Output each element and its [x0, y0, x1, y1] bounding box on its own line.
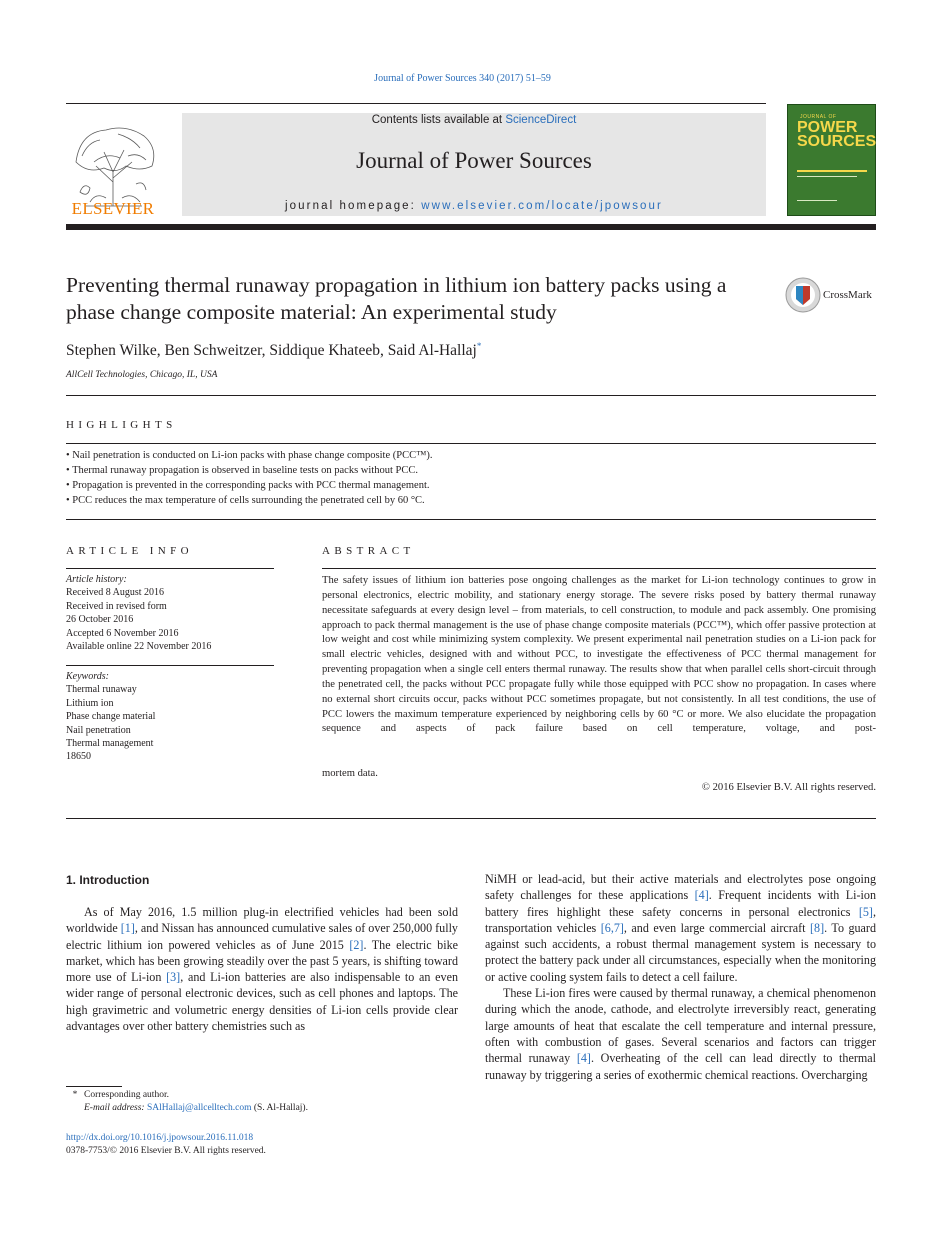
citation-link[interactable]: [5]: [858, 904, 873, 919]
crossmark-icon[interactable]: [785, 277, 821, 313]
contents-prefix: Contents lists available at: [371, 114, 506, 126]
sciencedirect-link[interactable]: ScienceDirect: [505, 114, 577, 126]
paragraph-text: , transportation vehicles: [485, 904, 876, 935]
issn-copyright: 0378-7753/© 2016 Elsevier B.V. All rights reserved.: [66, 1146, 266, 1156]
keyword: Thermal runaway: [66, 684, 137, 696]
citation-link[interactable]: [1]: [120, 921, 135, 936]
footnote: [66, 1089, 308, 1115]
intro-right-column: [485, 871, 876, 1083]
abstract-heading: ABSTRACT: [322, 545, 415, 557]
doi-link[interactable]: http://dx.doi.org/10.1016/j.jpowsour.2016.11.018: [66, 1133, 254, 1143]
highlights-list: [66, 448, 876, 508]
article-info-heading: ARTICLE INFO: [66, 545, 193, 557]
homepage-link[interactable]: www.elsevier.com/locate/jpowsour: [421, 200, 663, 212]
divider: [66, 818, 876, 819]
journal-title: Journal of Power Sources: [356, 148, 592, 173]
email-note: [66, 1102, 308, 1115]
abstract-copyright: © 2016 Elsevier B.V. All rights reserved.: [701, 782, 876, 793]
journal-citation-link[interactable]: Journal of Power Sources 340 (2017) 51–59: [374, 73, 551, 84]
footnote-rule: [66, 1086, 122, 1087]
paragraph-text: NiMH or lead-acid, but their active materials and electrolytes pose ongoing safety challenges for these applications: [485, 872, 876, 903]
keywords-label: Keywords:: [66, 671, 109, 682]
divider: [66, 443, 876, 444]
citation-link[interactable]: [8]: [810, 920, 825, 935]
intro-left-column: [66, 904, 458, 1034]
journal-homepage: [182, 200, 766, 212]
paragraph-text: , and Nissan has announced cumulative sales of over 250,000 fully electric lithium ion powered vehicles as of June 2015: [66, 921, 458, 952]
corresponding-text: Corresponding author.: [84, 1090, 169, 1100]
cover-line-1: JOURNAL OF: [800, 114, 837, 120]
highlight-item: • Propagation is prevented in the corresponding packs with PCC thermal management.: [66, 480, 430, 491]
divider: [322, 568, 876, 569]
paragraph-text: . Frequent incidents with Li-ion battery fires highlight these safety concerns in personal electronics: [485, 888, 876, 919]
affiliation: AllCell Technologies, Chicago, IL, USA: [66, 370, 218, 380]
citation-link[interactable]: [6,7]: [600, 920, 624, 935]
keyword: 18650: [66, 751, 91, 763]
cover-decoration: [797, 170, 867, 172]
article-history: [66, 573, 274, 653]
corresponding-author-mark[interactable]: *: [476, 341, 482, 351]
citation-link[interactable]: [4]: [694, 888, 709, 903]
cover-decoration: [797, 176, 857, 177]
email-label: E-mail address:: [84, 1103, 147, 1113]
section-heading-introduction: 1. Introduction: [66, 873, 150, 887]
header-thick-rule: [66, 224, 876, 230]
keywords: [66, 670, 274, 764]
citation-link[interactable]: [2]: [349, 937, 364, 952]
divider: [66, 665, 274, 666]
keyword: Thermal management: [66, 738, 154, 750]
history-item: Accepted 6 November 2016: [66, 627, 179, 639]
authors-text: Stephen Wilke, Ben Schweitzer, Siddique Khateeb, Said Al-Hallaj: [66, 342, 477, 360]
paragraph-text: , and even large commercial aircraft: [623, 920, 811, 935]
abstract-last-line: mortem data.: [322, 768, 378, 779]
cover-line-2: POWER SOURCES: [797, 119, 877, 150]
history-item: 26 October 2016: [66, 614, 134, 626]
email-link[interactable]: SAlHallaj@allcelltech.com: [146, 1103, 252, 1113]
doi-block: [66, 1132, 266, 1158]
keyword: Lithium ion: [66, 697, 114, 709]
keyword: Nail penetration: [66, 724, 131, 736]
abstract-body: The safety issues of lithium ion batteries pose ongoing challenges as the market for Li-ion technology continues to grow in personal electronics, electric mobility, and stationary energy storage. The severe risks posed by battery thermal runaway necessitate safeguards at every design level – from materials, to cell construction, to module and pack assembly. One promising approach to pack thermal management is the use of phase change composite materials (PCC™), which offer passive protection at low weight and cost while minimizing system complexity. We present experimental nail penetration studies on a Li-ion pack for small electric vehicles, designed with and without PCC, to investigate the effectiveness of PCC thermal management for preventing propagation when a single cell enters thermal runaway. The results show that when parallel cells short-circuit through the penetrated cell, the packs without PCC propagate fully while those equipped with PCC show no propagation. In cases where no external short circuits occur, packs without PCC sometimes propagate, but not consistently. In all test conditions, the use of PCC lowers the maximum temperature experienced by neighboring cells by 60 °C or more. We also elucidate the propagation sequence and aspects of pack failure based on cell temperature, voltage, and post-: [322, 575, 876, 735]
history-item: Received in revised form: [66, 600, 167, 612]
citation-link[interactable]: [3]: [166, 970, 181, 985]
paragraph-text: , and Li-ion batteries are also indispensable to an even wider range of personal electronic devices, such as cell phones and laptops. The high gravimetric and volumetric energy densities of Li-ion cells provide clear advantages over other battery chemistries such as: [66, 970, 458, 1034]
elsevier-wordmark: ELSEVIER: [71, 199, 155, 218]
intro-paragraph: [485, 871, 876, 985]
intro-paragraph: [485, 985, 876, 1083]
divider: [66, 519, 876, 520]
keyword: Phase change material: [66, 711, 156, 723]
paragraph-text: . To guard against such accidents, a robust thermal management system is necessary to protect the battery pack under all circumstances, especially when the monitoring or active cooling system fails to detect a cell failure.: [485, 920, 876, 984]
history-item: Received 8 August 2016: [66, 587, 165, 599]
homepage-prefix: journal homepage:: [285, 200, 422, 212]
footnote-mark: *: [72, 1090, 78, 1100]
history-item: Available online 22 November 2016: [66, 641, 212, 653]
contents-line: [182, 114, 766, 126]
divider: [66, 395, 876, 396]
corresponding-note: [66, 1089, 308, 1102]
divider: [66, 568, 274, 569]
paragraph-text: . The electric bike market, which has been growing steadily over the past 5 years, is shifting toward more use of Li-ion: [66, 937, 458, 985]
cover-decoration: [797, 200, 837, 201]
paragraph-text: . Overheating of the cell can lead directly to thermal runaway by triggering a series of exothermic chemical reactions. Overcharging: [485, 1051, 876, 1082]
article-title: Preventing thermal runaway propagation in lithium ion battery packs using a phase change composite material: An experimental study: [66, 273, 727, 324]
highlights-heading: HIGHLIGHTS: [66, 419, 177, 431]
citation-link[interactable]: [4]: [576, 1051, 591, 1066]
highlight-item: • PCC reduces the max temperature of cells surrounding the penetrated cell by 60 °C.: [66, 495, 425, 506]
intro-paragraph: [66, 904, 458, 1034]
paragraph-text: These Li-ion fires were caused by thermal runaway, a chemical phenomenon during which the anode, cathode, and electrolyte irreversibly react, generating large amounts of heat that escalate the cell temperature and internal pressure, often with combustion of gases. Several scenarios and factors can trigger thermal runaway: [485, 986, 876, 1066]
header-rule: [66, 103, 766, 104]
highlight-item: • Thermal runaway propagation is observed in baseline tests on packs without PCC.: [66, 465, 418, 476]
history-label: Article history:: [66, 574, 127, 585]
crossmark-label[interactable]: CrossMark: [823, 289, 872, 301]
highlight-item: • Nail penetration is conducted on Li-ion packs with phase change composite (PCC™).: [66, 450, 433, 461]
email-suffix: (S. Al-Hallaj).: [251, 1103, 308, 1113]
paragraph-text: As of May 2016, 1.5 million plug-in electrified vehicles had been sold worldwide: [66, 905, 458, 936]
author-list: [66, 341, 481, 360]
